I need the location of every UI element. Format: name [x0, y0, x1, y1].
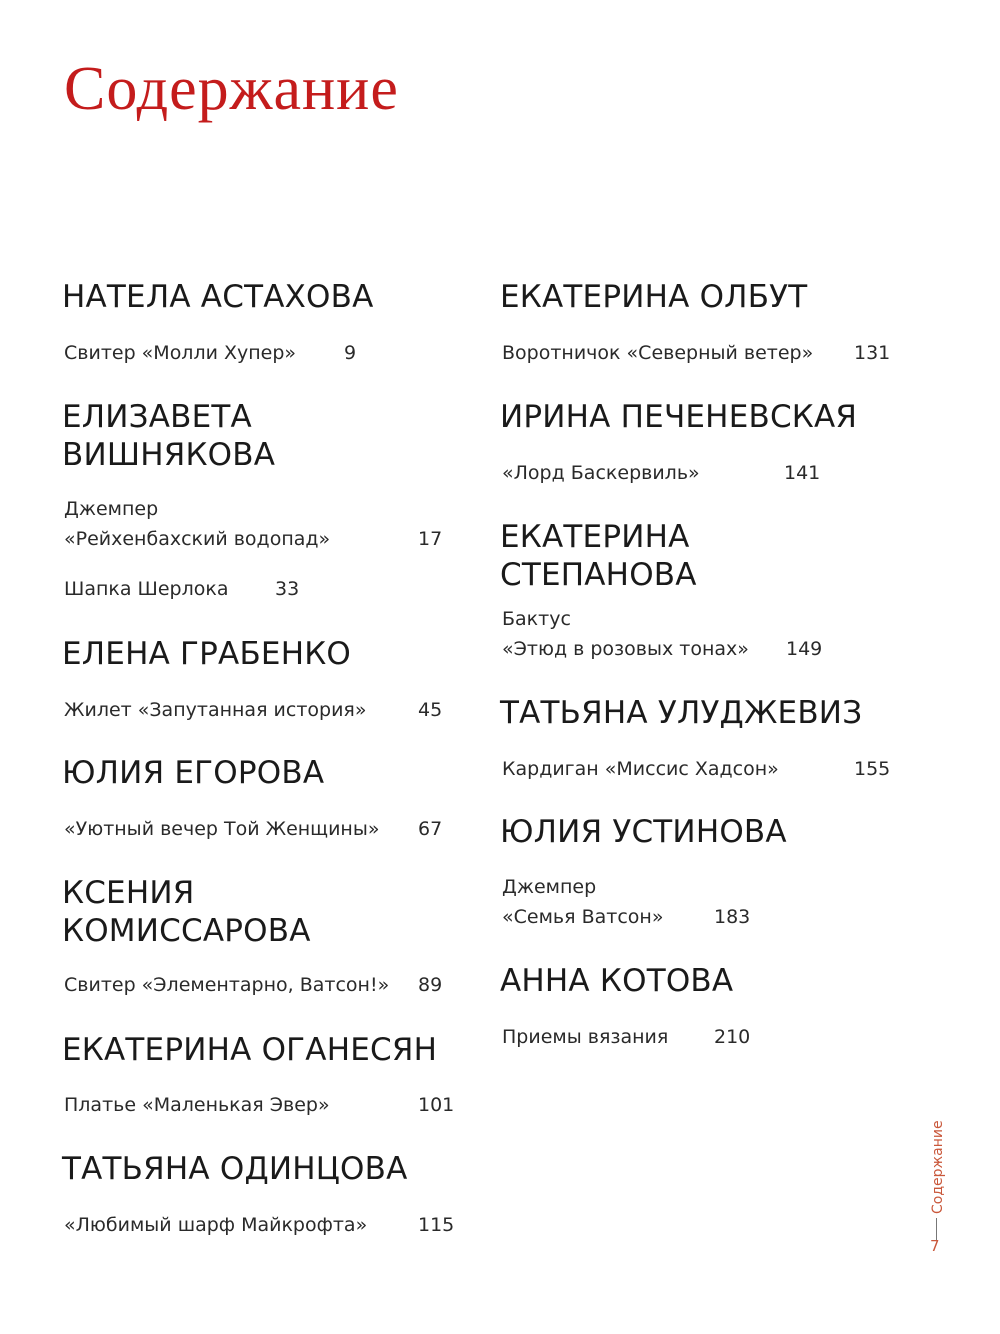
- entry-page-number: 210: [714, 1026, 751, 1048]
- entry-title-line: «Этюд в розовых тонах»: [502, 638, 749, 660]
- toc-entry[interactable]: [502, 754, 891, 784]
- entry-page-number: 67: [418, 818, 443, 840]
- entry-title: Шапка Шерлока: [64, 578, 229, 600]
- entry-title: Жилет «Запутанная история»: [64, 699, 367, 721]
- author-name: ИРИНА ПЕЧЕНЕВСКАЯ: [500, 399, 858, 435]
- entry-title: Кардиган «Миссис Хадсон»: [502, 758, 779, 780]
- section-label-text: Содержание: [930, 1120, 946, 1214]
- author-name: ЕЛИЗАВЕТА ВИШНЯКОВА: [62, 399, 276, 473]
- entry-title-line: «Семья Ватсон»: [502, 906, 664, 928]
- toc-entry[interactable]: [64, 1210, 455, 1240]
- entry-title-line: Джемпер: [502, 876, 597, 898]
- toc-entry[interactable]: [502, 604, 823, 664]
- page-number: 7: [930, 1237, 940, 1255]
- entry-page-number: 115: [418, 1214, 455, 1236]
- entry-page-number: 17: [418, 528, 443, 550]
- toc-entry[interactable]: [64, 695, 443, 725]
- entry-title-line: Джемпер: [64, 498, 159, 520]
- entry-page-number: 101: [418, 1094, 455, 1116]
- toc-entry[interactable]: [64, 494, 443, 554]
- entry-title: Приемы вязания: [502, 1026, 669, 1048]
- author-name: КСЕНИЯ КОМИССАРОВА: [62, 875, 311, 949]
- entry-title: «Лорд Баскервиль»: [502, 462, 700, 484]
- entry-title-line: Бактус: [502, 608, 571, 630]
- toc-entry[interactable]: [64, 1090, 455, 1120]
- entry-page-number: 89: [418, 974, 443, 996]
- entry-page-number: 183: [714, 906, 751, 928]
- entry-page-number: 45: [418, 699, 443, 721]
- entry-title: «Уютный вечер Той Женщины»: [64, 818, 380, 840]
- entry-title-line: «Рейхенбахский водопад»: [64, 528, 331, 550]
- toc-entry[interactable]: [502, 338, 891, 368]
- entry-title: Свитер «Молли Хупер»: [64, 342, 297, 364]
- author-name: ЕКАТЕРИНА СТЕПАНОВА: [500, 519, 697, 593]
- toc-entry[interactable]: [502, 872, 751, 932]
- author-name: ЕКАТЕРИНА ОЛБУТ: [500, 279, 808, 315]
- toc-entry[interactable]: [64, 574, 300, 604]
- author-name: ЮЛИЯ ЕГОРОВА: [62, 755, 325, 791]
- page-title: Содержание: [64, 55, 399, 123]
- entry-title: Свитер «Элементарно, Ватсон!»: [64, 974, 390, 996]
- author-name: ТАТЬЯНА УЛУДЖЕВИЗ: [500, 695, 863, 731]
- toc-entry[interactable]: [64, 338, 357, 368]
- entry-title: Платье «Маленькая Эвер»: [64, 1094, 330, 1116]
- toc-entry[interactable]: [64, 970, 443, 1000]
- entry-page-number: 149: [786, 638, 823, 660]
- entry-page-number: 9: [344, 342, 357, 364]
- toc-entry[interactable]: [502, 1022, 751, 1052]
- section-side-label: [928, 1104, 948, 1214]
- author-name: АННА КОТОВА: [500, 963, 734, 999]
- author-name: НАТЕЛА АСТАХОВА: [62, 279, 374, 315]
- author-name: ЕЛЕНА ГРАБЕНКО: [62, 636, 352, 672]
- entry-page-number: 131: [854, 342, 891, 364]
- entry-page-number: 33: [275, 578, 300, 600]
- entry-page-number: 141: [784, 462, 821, 484]
- entry-title: «Любимый шарф Майкрофта»: [64, 1214, 368, 1236]
- author-name: ЕКАТЕРИНА ОГАНЕСЯН: [62, 1032, 438, 1068]
- author-name: ЮЛИЯ УСТИНОВА: [500, 814, 787, 850]
- entry-page-number: 155: [854, 758, 891, 780]
- author-name: ТАТЬЯНА ОДИНЦОВА: [62, 1151, 408, 1187]
- toc-entry[interactable]: [502, 458, 821, 488]
- toc-entry[interactable]: [64, 814, 443, 844]
- entry-title: Воротничок «Северный ветер»: [502, 342, 814, 364]
